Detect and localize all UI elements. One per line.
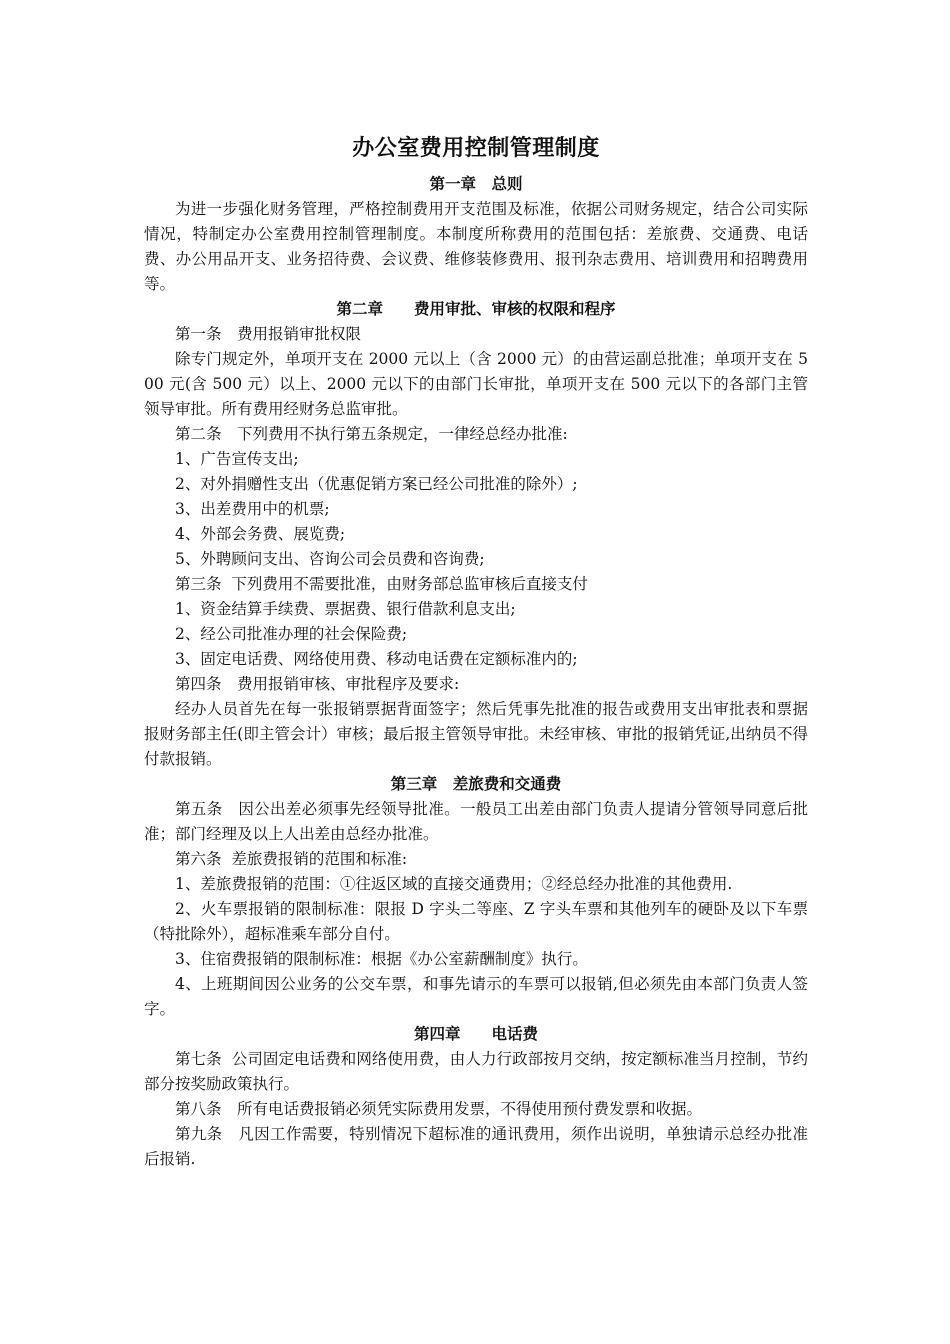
article-7: 第七条 公司固定电话费和网络使用费，由人力行政部按月交纳，按定额标准当月控制，节约部分按奖励政策执行。 [144, 1050, 808, 1093]
article-2: 第二条 下列费用不执行第五条规定，一律经总经办批准: [175, 425, 568, 443]
article-2-item-4: 4、外部会务费、展览费; [175, 525, 346, 543]
chapter-1-heading: 第一章 总则 [429, 175, 523, 193]
document-title: 办公室费用控制管理制度 [352, 136, 600, 161]
article-3-item-1: 1、资金结算手续费、票据费、银行借款利息支出; [175, 600, 516, 618]
article-6-item-4: 4、上班期间因公业务的公交车票，和事先请示的车票可以报销,但必须先由本部门负责人签字。 [144, 975, 808, 1018]
article-2-item-5: 5、外聘顾问支出、咨询公司会员费和咨询费; [175, 550, 485, 568]
article-9: 第九条 凡因工作需要，特别情况下超标准的通讯费用，须作出说明，单独请示总经办批准后报销. [144, 1125, 808, 1168]
article-3: 第三条 下列费用不需要批准，由财务部总监审核后直接支付 [175, 575, 588, 593]
article-2-item-1: 1、广告宣传支出; [175, 450, 299, 468]
article-3-item-3: 3、固定电话费、网络使用费、移动电话费在定额标准内的; [175, 650, 578, 668]
article-2-item-2: 2、对外捐赠性支出（优惠促销方案已经公司批准的除外）; [175, 475, 578, 493]
article-1: 第一条 费用报销审批权限 [175, 325, 362, 343]
chapter-1-paragraph: 为进一步强化财务管理，严格控制费用开支范围及标准，依据公司财务规定，结合公司实际情况，特制定办公室费用控制管理制度。本制度所称费用的范围包括：差旅费、交通费、电话费、办公用品开支、业务招待费、会议费、维修装修费用、报刊杂志费用、培训费用和招聘费用等。 [144, 200, 808, 293]
article-4-body: 经办人员首先在每一张报销票据背面签字；然后凭事先批准的报告或费用支出审批表和票据报财务部主任(即主管会计）审核；最后报主管领导审批。未经审核、审批的报销凭证,出纳员不得付款报销。 [144, 700, 808, 768]
chapter-3-heading: 第三章 差旅费和交通费 [390, 775, 562, 793]
article-8: 第八条 所有电话费报销必须凭实际费用发票，不得使用预付费发票和收据。 [175, 1100, 703, 1118]
article-6-item-2: 2、火车票报销的限制标准：限报 D 字头二等座、Z 字头车票和其他列车的硬卧及以下车票（特批除外），超标准乘车部分自付。 [144, 900, 808, 943]
article-4: 第四条 费用报销审核、审批程序及要求: [175, 675, 460, 693]
document-page [144, 132, 808, 1172]
chapter-4-heading: 第四章 电话费 [413, 1025, 538, 1043]
article-6: 第六条 差旅费报销的范围和标准: [175, 850, 408, 868]
article-6-item-3: 3、住宿费报销的限制标准：根据《办公室薪酬制度》执行。 [175, 950, 588, 968]
article-3-item-2: 2、经公司批准办理的社会保险费; [175, 625, 408, 643]
chapter-2-heading: 第二章 费用审批、审核的权限和程序 [336, 300, 616, 318]
article-2-item-3: 3、出差费用中的机票; [175, 500, 330, 518]
article-1-body: 除专门规定外，单项开支在 2000 元以上（含 2000 元）的由营运副总批准；单项开支在 500 元(含 500 元）以上、2000 元以下的由部门长审批，单项开支在 500 元以下的各部门主管领导审批。所有费用经财务总监审批。 [144, 350, 808, 418]
article-5: 第五条 因公出差必须事先经领导批准。一般员工出差由部门负责人提请分管领导同意后批准；部门经理及以上人出差由总经办批准。 [144, 800, 808, 843]
article-6-item-1: 1、差旅费报销的范围：①往返区域的直接交通费用；②经总经办批准的其他费用. [175, 875, 733, 893]
